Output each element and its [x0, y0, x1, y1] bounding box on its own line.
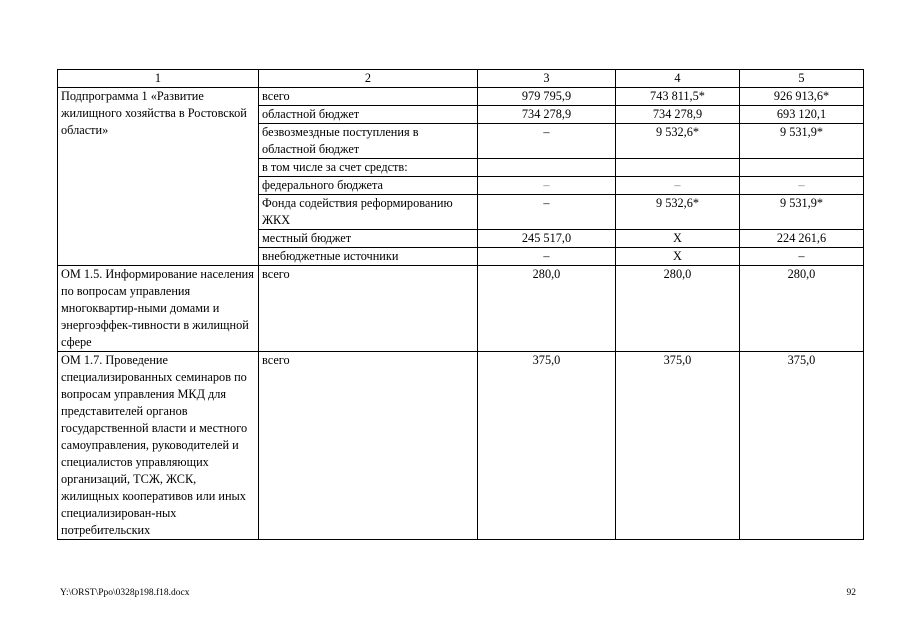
value-col-4: 734 278,9	[616, 106, 740, 124]
header-col-1: 1	[58, 70, 259, 88]
value-col-5: –	[740, 248, 864, 266]
value-col-3: 245 517,0	[478, 230, 616, 248]
value-col-5: 693 120,1	[740, 106, 864, 124]
value-col-5: 375,0	[740, 352, 864, 540]
value-col-5: 9 531,9*	[740, 195, 864, 230]
value-col-4: –	[616, 177, 740, 195]
value-col-3: –	[478, 124, 616, 159]
budget-table	[57, 69, 864, 540]
table-header-row	[58, 70, 864, 88]
footer-file-path: Y:\ORST\Ppo\0328p198.f18.docx	[60, 588, 190, 598]
value-col-3: –	[478, 195, 616, 230]
funding-source-cell: всего	[259, 352, 478, 540]
value-col-3: 375,0	[478, 352, 616, 540]
value-col-4: 9 532,6*	[616, 124, 740, 159]
value-col-5: 280,0	[740, 266, 864, 352]
funding-source-cell: федерального бюджета	[259, 177, 478, 195]
value-col-4: 9 532,6*	[616, 195, 740, 230]
funding-source-cell: всего	[259, 266, 478, 352]
header-col-2: 2	[259, 70, 478, 88]
page-number: 92	[846, 588, 856, 598]
program-name-cell: ОМ 1.7. Проведение специализированных семинаров по вопросам управления МКД для представителей органов государственной власти и местного самоуправления, руководителей и специалистов управляющих организаций, ТСЖ, ЖСК, жилищных кооперативов или иных специализирован-ных потребительских	[58, 352, 259, 540]
value-col-4	[616, 159, 740, 177]
funding-source-cell: местный бюджет	[259, 230, 478, 248]
value-col-4: 280,0	[616, 266, 740, 352]
funding-source-cell: в том числе за счет средств:	[259, 159, 478, 177]
program-name-cell: Подпрограмма 1 «Развитие жилищного хозяйства в Ростовской области»	[58, 88, 259, 266]
value-col-5: –	[740, 177, 864, 195]
value-col-4: Х	[616, 248, 740, 266]
value-col-5	[740, 159, 864, 177]
program-name-cell: ОМ 1.5. Информирование населения по вопросам управления многоквартир-ными домами и энергоэффек-тивности в жилищной сфере	[58, 266, 259, 352]
value-col-3: 280,0	[478, 266, 616, 352]
value-col-4: Х	[616, 230, 740, 248]
header-col-4: 4	[616, 70, 740, 88]
table-row	[58, 266, 864, 352]
value-col-5: 224 261,6	[740, 230, 864, 248]
funding-source-cell: Фонда содействия реформированию ЖКХ	[259, 195, 478, 230]
value-col-3: 734 278,9	[478, 106, 616, 124]
funding-source-cell: областной бюджет	[259, 106, 478, 124]
header-col-3: 3	[478, 70, 616, 88]
value-col-3	[478, 159, 616, 177]
value-col-3: –	[478, 177, 616, 195]
value-col-4: 375,0	[616, 352, 740, 540]
funding-source-cell: безвозмездные поступления в областной бюджет	[259, 124, 478, 159]
table-row	[58, 88, 864, 106]
value-col-4: 743 811,5*	[616, 88, 740, 106]
value-col-5: 9 531,9*	[740, 124, 864, 159]
funding-source-cell: внебюджетные источники	[259, 248, 478, 266]
funding-source-cell: всего	[259, 88, 478, 106]
value-col-5: 926 913,6*	[740, 88, 864, 106]
table-row	[58, 352, 864, 540]
value-col-3: 979 795,9	[478, 88, 616, 106]
value-col-3: –	[478, 248, 616, 266]
header-col-5: 5	[740, 70, 864, 88]
